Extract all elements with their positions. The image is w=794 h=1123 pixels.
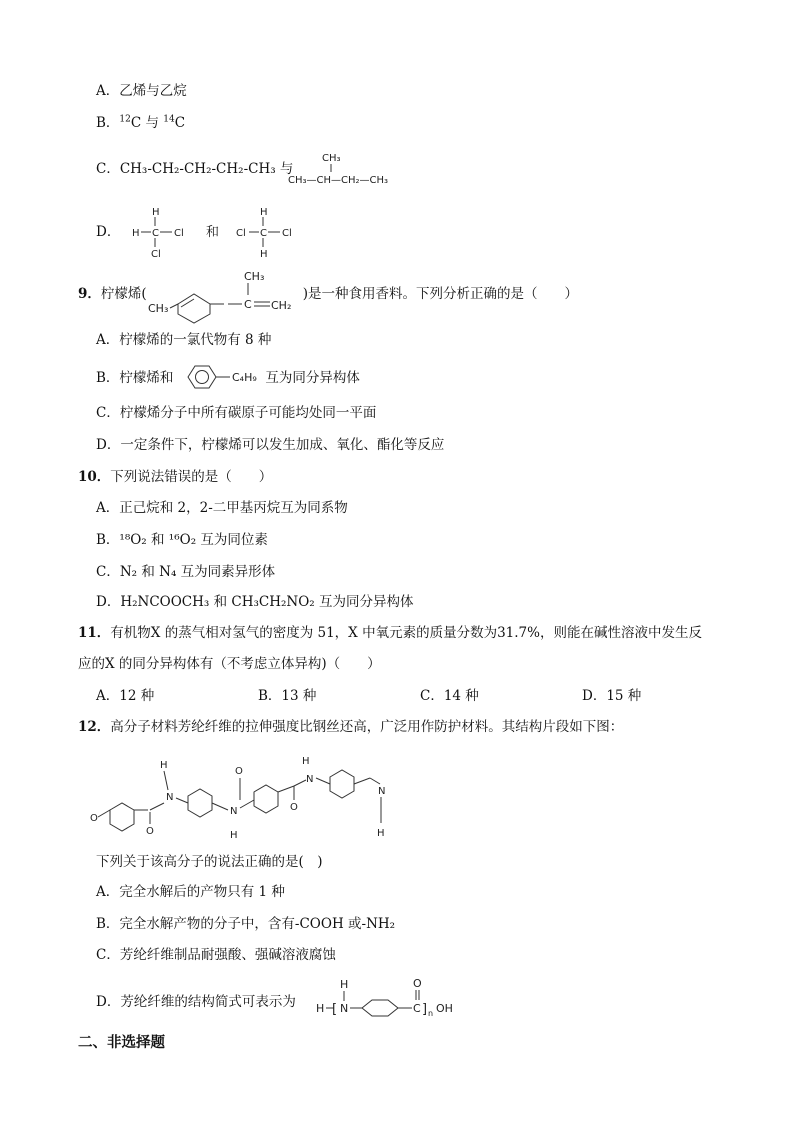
q8-option-d-label: D． [96,224,121,240]
q9-stem-a: 柠檬烯( [100,286,147,302]
q8-option-b-prefix: B． [96,115,120,131]
q8-option-b-c12: C 与 [130,115,164,131]
q11-choice-b: B．13 种 [258,688,317,704]
q12-stem [78,717,623,737]
aramid-o-left: O [90,813,98,824]
q11-stem1: 有机物X 的蒸气相对氢气的密度为 51，X 中氧元素的质量分数为31.7%，则能在碱性溶液中发生反 [110,625,702,641]
q8-option-b-mass14: 14 [163,114,175,125]
aramid-n-2: N [230,806,238,817]
benzene-circle [196,371,209,384]
aramid-h-4: H [377,828,385,839]
aramid-ring-4 [330,770,354,798]
formula-bracket-left: [ [332,1002,338,1017]
benzene-ring [188,366,216,388]
section-heading-non-choice: 二、非选择题 [78,1035,165,1051]
q8d-and: 和 [206,225,220,240]
aramid-h-2: H [230,830,238,841]
q10-stem [78,467,272,487]
aramid-o-1: O [146,826,154,837]
aramid-h-1: H [160,760,168,771]
butylbenzene-structure [186,362,276,394]
q9-stem-b: )是一种食用香料。下列分析正确的是（ ） [302,286,578,302]
q8d-m1-cl-right: Cl [174,228,184,239]
q12-number: 12． [78,719,111,735]
aramid-ring-1 [110,803,134,831]
q8d-m2-cl-left: Cl [236,228,246,239]
formula-o: O [413,977,422,990]
q8d-m2-h-top: H [260,207,268,218]
limonene-structure [148,266,308,322]
q9-option-c: C．柠檬烯分子中所有碳原子可能均处同一平面 [96,405,377,421]
q10-number: 10． [78,469,111,485]
q8d-m2-h-bottom: H [260,249,268,260]
butyl-group: C₄H₉ [232,371,257,384]
aramid-bond-10 [370,778,380,784]
q12-option-d: D．芳纶纤维的结构简式可表示为 [96,994,296,1010]
q10-option-d: D．H₂NCOOCH₃ 和 CH₃CH₂NO₂ 互为同分异构体 [96,594,414,610]
aramid-bond-8 [316,778,330,784]
limonene-ring-double-bond [181,299,194,307]
q9-option-d: D．一定条件下，柠檬烯可以发生加成、氧化、酯化等反应 [96,437,445,453]
limonene-ch3-left: CH₃ [148,302,169,315]
q8-option-b [96,113,185,133]
aramid-bond-3 [176,798,188,803]
limonene-bond-methyl [170,304,178,308]
aramid-n-1: N [166,792,174,803]
q8-option-c-structure [288,150,418,190]
q8c-main-chain: CH₃—CH—CH₂—CH₃ [288,175,389,186]
q10-stem-text: 下列说法错误的是（ ） [110,469,273,485]
q12-sub-stem: 下列关于该高分子的说法正确的是( ) [96,854,323,870]
q10-option-c: C．N₂ 和 N₄ 互为同素异形体 [96,564,276,580]
q9-option-b-a: B．柠檬烯和 [96,370,174,386]
q12-stem-text: 高分子材料芳纶纤维的拉伸强度比钢丝还高，广泛用作防护材料。其结构片段如下图： [110,719,624,735]
aramid-ring-2 [188,789,212,817]
aramid-o-2: O [235,766,243,777]
aramid-bond-4 [212,803,228,810]
aramid-n-4: N [378,786,386,797]
aramid-bond-5 [240,800,254,808]
aramid-formula [316,976,466,1022]
q12-option-b: B．完全水解产物的分子中，含有-COOH 或-NH₂ [96,916,396,932]
aramid-o-3: O [290,802,298,813]
q11-choices [96,686,744,706]
aramid-bond-7 [294,780,306,786]
q11-choice-c: C．14 种 [420,688,479,704]
q11-number: 11． [78,625,111,641]
aramid-h-3: H [302,756,310,767]
aramid-nh-1 [164,771,168,790]
limonene-ch3-top: CH₃ [244,270,265,283]
q9-number: 9． [78,286,101,302]
q10-option-b: B．¹⁸O₂ 和 ¹⁶O₂ 互为同位素 [96,532,268,548]
q8c-branch-ch3: CH₃ [322,153,341,164]
q11-stem-line2: 应的X 的同分异构体有（不考虑立体异构)（ ） [78,656,381,672]
aramid-ring-3 [254,785,278,813]
aramid-bond-2 [150,803,164,810]
q8-option-c: C．CH₃-CH₂-CH₂-CH₂-CH₃ 与 [96,161,294,177]
limonene-ch2: CH₂ [271,299,292,312]
q8d-m2-cl-right: Cl [282,228,292,239]
formula-c: C [413,1002,421,1015]
q8d-m1-h-left: H [132,228,140,239]
q11-choice-d: D．15 种 [582,688,642,704]
q8-option-a: A．乙烯与乙烷 [96,83,187,99]
formula-oh: OH [436,1002,453,1015]
formula-n: N [340,1002,349,1015]
formula-h-end: H [316,1002,325,1015]
q8-option-b-c14: C [174,115,186,131]
formula-h-n: H [340,978,349,991]
q12-option-a: A．完全水解后的产物只有 1 种 [96,884,285,900]
formula-ring [362,1000,398,1016]
aramid-bond-0 [98,810,110,817]
q8d-m1-cl-bottom: Cl [151,249,161,260]
limonene-ring [178,294,210,323]
aramid-n-3: N [306,774,314,785]
formula-bracket-right: ] [422,1002,428,1017]
q8d-m1-h-top: H [152,207,160,218]
q11-choice-a: A．12 种 [96,688,155,704]
aramid-bond-6 [278,786,294,792]
q8d-m1-c: C [152,228,159,239]
q9-option-a: A．柠檬烯的一氯代物有 8 种 [96,332,272,348]
q11-stem-line1 [78,623,702,643]
aramid-fragment-structure [90,758,410,844]
q8d-m2-c: C [260,228,267,239]
q8-option-b-mass12: 12 [119,114,131,125]
q9-option-b-b: 互为同分异构体 [265,370,360,386]
q8-option-d-structure [128,202,308,264]
q10-option-a: A．正己烷和 2，2-二甲基丙烷互为同系物 [96,500,348,516]
aramid-bond-9 [354,778,370,784]
q12-option-c: C．芳纶纤维制品耐强酸、强碱溶液腐蚀 [96,947,336,963]
limonene-c: C [244,298,252,311]
formula-n-subscript: n [428,1009,434,1018]
